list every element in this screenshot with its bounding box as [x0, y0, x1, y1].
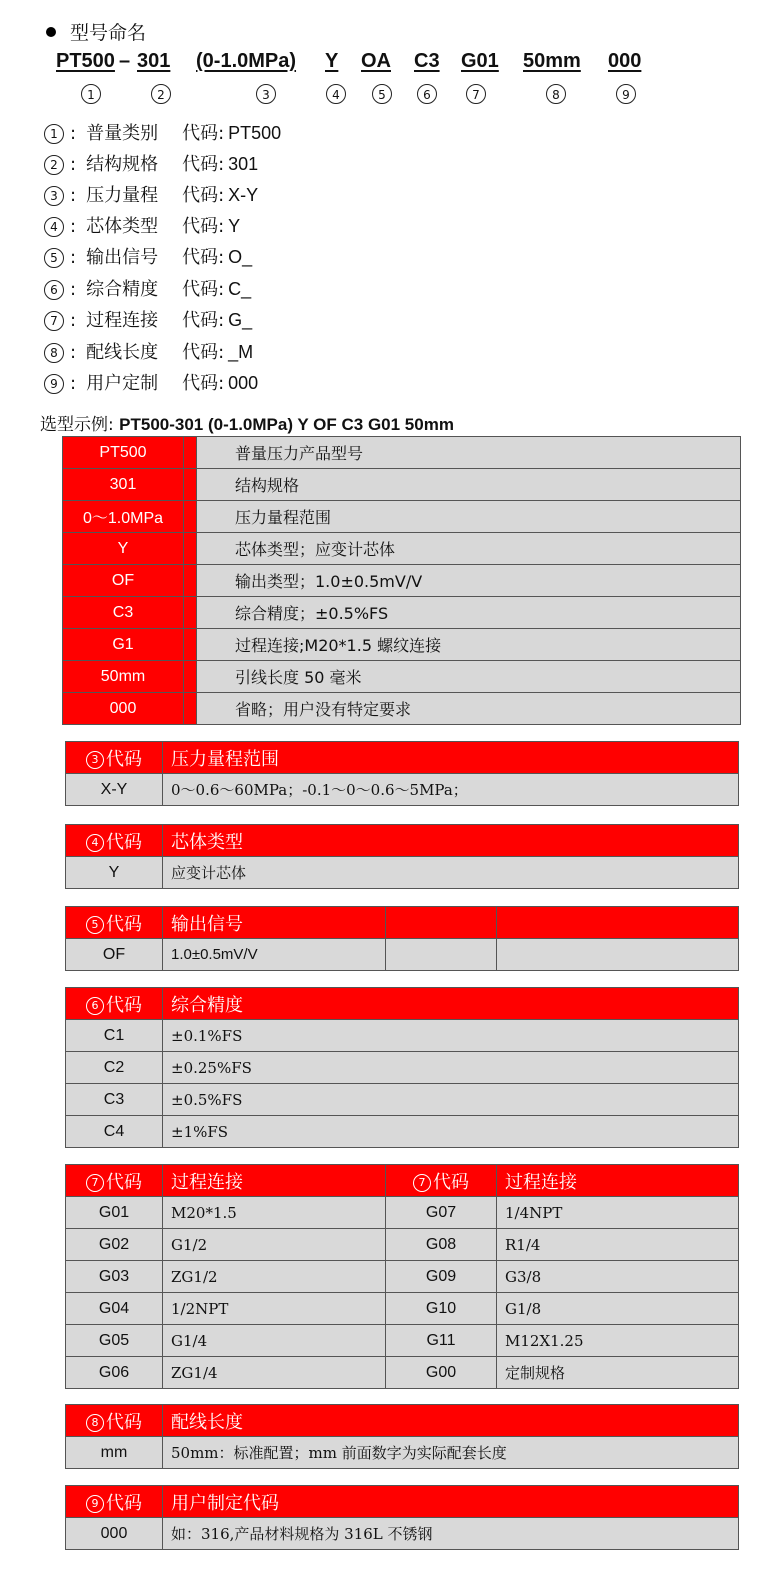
circle-number: 3 — [86, 751, 104, 769]
row-desc: 输出类型；1.0±0.5mV/V — [227, 565, 741, 597]
part-number-5: 5 — [372, 84, 392, 104]
circle-number: 7 — [44, 311, 64, 331]
row-code: G00 — [386, 1357, 497, 1389]
part-number-3: 3 — [256, 84, 276, 104]
row-code: OF — [66, 939, 163, 971]
code-header — [66, 1486, 163, 1518]
code-header — [66, 742, 163, 774]
row-desc: 过程连接;M20*1.5 螺纹连接 — [227, 629, 741, 661]
code-header-label: 代码 — [106, 1492, 142, 1514]
definition-code: Y — [228, 216, 241, 236]
table-header-row — [66, 1165, 739, 1197]
row-desc: R1/4 — [497, 1229, 739, 1261]
row-code: 301 — [63, 469, 184, 501]
definition-code-label: 代码: — [182, 373, 225, 394]
model-part-1: PT500 — [56, 50, 115, 72]
definition-code-label: 代码: — [182, 216, 225, 237]
selection-table — [62, 436, 741, 725]
definition-category: 综合精度 — [86, 279, 159, 300]
row-desc: ZG1/4 — [163, 1357, 386, 1389]
row-desc: 1/4NPT — [497, 1197, 739, 1229]
definition-code: PT500 — [228, 123, 282, 143]
row-desc: 1/2NPT — [163, 1293, 386, 1325]
wire-length-table — [65, 1404, 739, 1469]
model-part-7: G01 — [461, 50, 499, 72]
definition-code-label: 代码: — [182, 247, 225, 268]
definition-category: 芯体类型 — [86, 216, 159, 237]
table-title: 综合精度 — [163, 988, 739, 1020]
table-row — [63, 533, 741, 565]
circle-number: 4 — [86, 834, 104, 852]
row-code: G09 — [386, 1261, 497, 1293]
process-connection-table — [65, 1164, 739, 1389]
table-row — [66, 1052, 739, 1084]
row-code: OF — [63, 565, 184, 597]
row-desc: 综合精度；±0.5%FS — [227, 597, 741, 629]
table-row — [66, 1261, 739, 1293]
table-row — [63, 629, 741, 661]
model-part-5: OA — [361, 50, 391, 72]
definition-code-label: 代码: — [182, 279, 225, 300]
table-row — [66, 1229, 739, 1261]
table-row — [66, 1357, 739, 1389]
definition-code: G_ — [228, 310, 253, 330]
code-header-label: 代码 — [106, 748, 142, 770]
definition-code-label: 代码: — [182, 123, 225, 144]
definition-line: 2 : 结构规格 代码: 301 — [44, 150, 258, 178]
row-code: G07 — [386, 1197, 497, 1229]
table-row — [66, 1116, 739, 1148]
model-part-2: 301 — [137, 50, 171, 72]
row-code: G05 — [66, 1325, 163, 1357]
circle-number: 5 — [86, 916, 104, 934]
table-row — [66, 1325, 739, 1357]
row-code: C3 — [63, 597, 184, 629]
definition-category: 配线长度 — [86, 342, 159, 363]
table-header-row — [66, 1405, 739, 1437]
definition-category: 过程连接 — [86, 310, 159, 331]
part-number-6: 6 — [417, 84, 437, 104]
code-header — [66, 1405, 163, 1437]
definition-code: 000 — [228, 373, 259, 393]
example-value: PT500-301 (0-1.0MPa) Y OF C3 G01 50mm — [119, 415, 454, 434]
definition-code-label: 代码: — [182, 342, 225, 363]
table-row — [66, 1518, 739, 1550]
section-title: 型号命名 — [70, 22, 147, 44]
row-code: G04 — [66, 1293, 163, 1325]
model-part-8: 50mm — [523, 50, 581, 72]
row-desc: 引线长度 50 毫米 — [227, 661, 741, 693]
part-number-7: 7 — [466, 84, 486, 104]
table-title: 输出信号 — [163, 907, 386, 939]
definition-code: O_ — [228, 247, 253, 267]
row-code: 000 — [63, 693, 184, 725]
definition-line: 7 : 过程连接 代码: G_ — [44, 306, 252, 334]
circle-number: 7 — [86, 1174, 104, 1192]
definition-category: 用户定制 — [86, 373, 159, 394]
row-desc: 普量压力产品型号 — [227, 437, 741, 469]
table-row — [66, 1293, 739, 1325]
table-row — [63, 437, 741, 469]
table-title: 过程连接 — [497, 1165, 739, 1197]
table-title: 配线长度 — [163, 1405, 739, 1437]
row-desc: ±0.5%FS — [163, 1084, 739, 1116]
table-title: 压力量程范围 — [163, 742, 739, 774]
model-part-4: Y — [325, 50, 339, 72]
definition-code-label: 代码: — [182, 154, 225, 175]
circle-number: 9 — [44, 374, 64, 394]
row-desc: 压力量程范围 — [227, 501, 741, 533]
row-code: G01 — [66, 1197, 163, 1229]
row-code: C1 — [66, 1020, 163, 1052]
definition-line: 1 : 普量类别 代码: PT500 — [44, 119, 281, 147]
code-header-label: 代码 — [106, 1411, 142, 1433]
definition-code: C_ — [228, 279, 252, 299]
table-header-row — [66, 1486, 739, 1518]
table-row — [66, 774, 739, 806]
table-header-row — [66, 907, 739, 939]
row-code: C2 — [66, 1052, 163, 1084]
definition-category: 普量类别 — [86, 123, 159, 144]
table-title: 芯体类型 — [163, 825, 739, 857]
table-row — [66, 1197, 739, 1229]
table-title: 用户制定代码 — [163, 1486, 739, 1518]
row-code: X-Y — [66, 774, 163, 806]
circle-number: 9 — [86, 1495, 104, 1513]
bullet-icon — [46, 27, 56, 37]
code-header — [386, 1165, 497, 1197]
definition-code: X-Y — [228, 185, 259, 205]
circle-number: 8 — [86, 1414, 104, 1432]
row-code: G1 — [63, 629, 184, 661]
definition-line: 3 : 压力量程 代码: X-Y — [44, 181, 258, 209]
row-desc: 定制规格 — [497, 1357, 739, 1389]
row-desc: G1/8 — [497, 1293, 739, 1325]
table-row — [63, 693, 741, 725]
row-code: G11 — [386, 1325, 497, 1357]
row-code: 50mm — [63, 661, 184, 693]
definition-code-label: 代码: — [182, 310, 225, 331]
definition-category: 压力量程 — [86, 185, 159, 206]
row-desc: 芯体类型；应变计芯体 — [227, 533, 741, 565]
row-code: 000 — [66, 1518, 163, 1550]
row-desc: 省略；用户没有特定要求 — [227, 693, 741, 725]
table-title: 过程连接 — [163, 1165, 386, 1197]
code-header — [66, 825, 163, 857]
section-heading — [46, 18, 146, 45]
circle-number: 4 — [44, 217, 64, 237]
row-code: mm — [66, 1437, 163, 1469]
part-number-4: 4 — [326, 84, 346, 104]
table-row — [66, 1084, 739, 1116]
table-header-row — [66, 825, 739, 857]
empty-cell — [386, 939, 497, 971]
model-dash: – — [119, 50, 131, 72]
row-desc: 如：316,产品材料规格为 316L 不锈钢 — [163, 1518, 739, 1550]
core-type-table — [65, 824, 739, 889]
row-desc: G1/2 — [163, 1229, 386, 1261]
example-label: 选型示例: — [40, 415, 114, 435]
part-number-8: 8 — [546, 84, 566, 104]
table-header-row — [66, 742, 739, 774]
model-part-9: 000 — [608, 50, 642, 72]
circle-number: 7 — [413, 1174, 431, 1192]
part-number-1: 1 — [81, 84, 101, 104]
row-desc: 0～0.6～60MPa；-0.1～0～0.6～5MPa； — [163, 774, 739, 806]
row-desc: ±0.25%FS — [163, 1052, 739, 1084]
row-code: C3 — [66, 1084, 163, 1116]
table-row — [63, 501, 741, 533]
row-code: PT500 — [63, 437, 184, 469]
definition-code-label: 代码: — [182, 185, 225, 206]
model-part-6: C3 — [414, 50, 440, 72]
circle-number: 3 — [44, 186, 64, 206]
circle-number: 5 — [44, 248, 64, 268]
part-number-9: 9 — [616, 84, 636, 104]
circle-number: 8 — [44, 343, 64, 363]
row-code: G02 — [66, 1229, 163, 1261]
row-desc: ZG1/2 — [163, 1261, 386, 1293]
code-header-label: 代码 — [106, 994, 142, 1016]
code-header — [66, 1165, 163, 1197]
model-part-3: (0-1.0MPa) — [196, 50, 297, 72]
table-row — [63, 661, 741, 693]
table-header-row — [66, 988, 739, 1020]
table-row — [66, 857, 739, 889]
circle-number: 2 — [44, 155, 64, 175]
definition-line: 8 : 配线长度 代码: _M — [44, 338, 253, 366]
table-row — [63, 597, 741, 629]
code-header — [66, 988, 163, 1020]
code-header — [66, 907, 163, 939]
row-desc: G3/8 — [497, 1261, 739, 1293]
empty-cell — [497, 939, 739, 971]
definition-line: 6 : 综合精度 代码: C_ — [44, 275, 251, 303]
row-desc: ±1%FS — [163, 1116, 739, 1148]
circle-number: 6 — [86, 997, 104, 1015]
definition-line: 4 : 芯体类型 代码: Y — [44, 212, 240, 240]
accuracy-table — [65, 987, 739, 1148]
table-row — [63, 469, 741, 501]
row-code: Y — [63, 533, 184, 565]
row-code: 0～1.0MPa — [63, 501, 184, 533]
table-row — [66, 1020, 739, 1052]
row-desc: G1/4 — [163, 1325, 386, 1357]
definition-category: 输出信号 — [86, 247, 159, 268]
row-desc: M12X1.25 — [497, 1325, 739, 1357]
definition-line: 5 : 输出信号 代码: O_ — [44, 243, 252, 271]
table-row — [66, 1437, 739, 1469]
circle-number: 1 — [44, 124, 64, 144]
empty-cell — [497, 907, 739, 939]
output-signal-table — [65, 906, 739, 971]
code-header-label: 代码 — [106, 1171, 142, 1193]
selection-example — [40, 410, 454, 435]
row-desc: 结构规格 — [227, 469, 741, 501]
definition-code: 301 — [228, 154, 259, 174]
custom-code-table — [65, 1485, 739, 1550]
table-row — [63, 565, 741, 597]
row-desc: 1.0±0.5mV/V — [163, 939, 386, 971]
code-header-label: 代码 — [106, 831, 142, 853]
definition-line: 9 : 用户定制 代码: 000 — [44, 369, 258, 397]
empty-cell — [386, 907, 497, 939]
row-code: G03 — [66, 1261, 163, 1293]
code-header-label: 代码 — [433, 1171, 469, 1193]
table-row — [66, 939, 739, 971]
row-desc: 应变计芯体 — [163, 857, 739, 889]
circle-number: 6 — [44, 280, 64, 300]
row-code: G06 — [66, 1357, 163, 1389]
code-header-label: 代码 — [106, 913, 142, 935]
row-desc: M20*1.5 — [163, 1197, 386, 1229]
definition-code: _M — [228, 342, 254, 362]
row-desc: 50mm：标准配置；mm 前面数字为实际配套长度 — [163, 1437, 739, 1469]
part-number-2: 2 — [151, 84, 171, 104]
pressure-range-table — [65, 741, 739, 806]
row-code: C4 — [66, 1116, 163, 1148]
row-code: Y — [66, 857, 163, 889]
row-code: G08 — [386, 1229, 497, 1261]
definition-category: 结构规格 — [86, 154, 159, 175]
row-desc: ±0.1%FS — [163, 1020, 739, 1052]
row-code: G10 — [386, 1293, 497, 1325]
